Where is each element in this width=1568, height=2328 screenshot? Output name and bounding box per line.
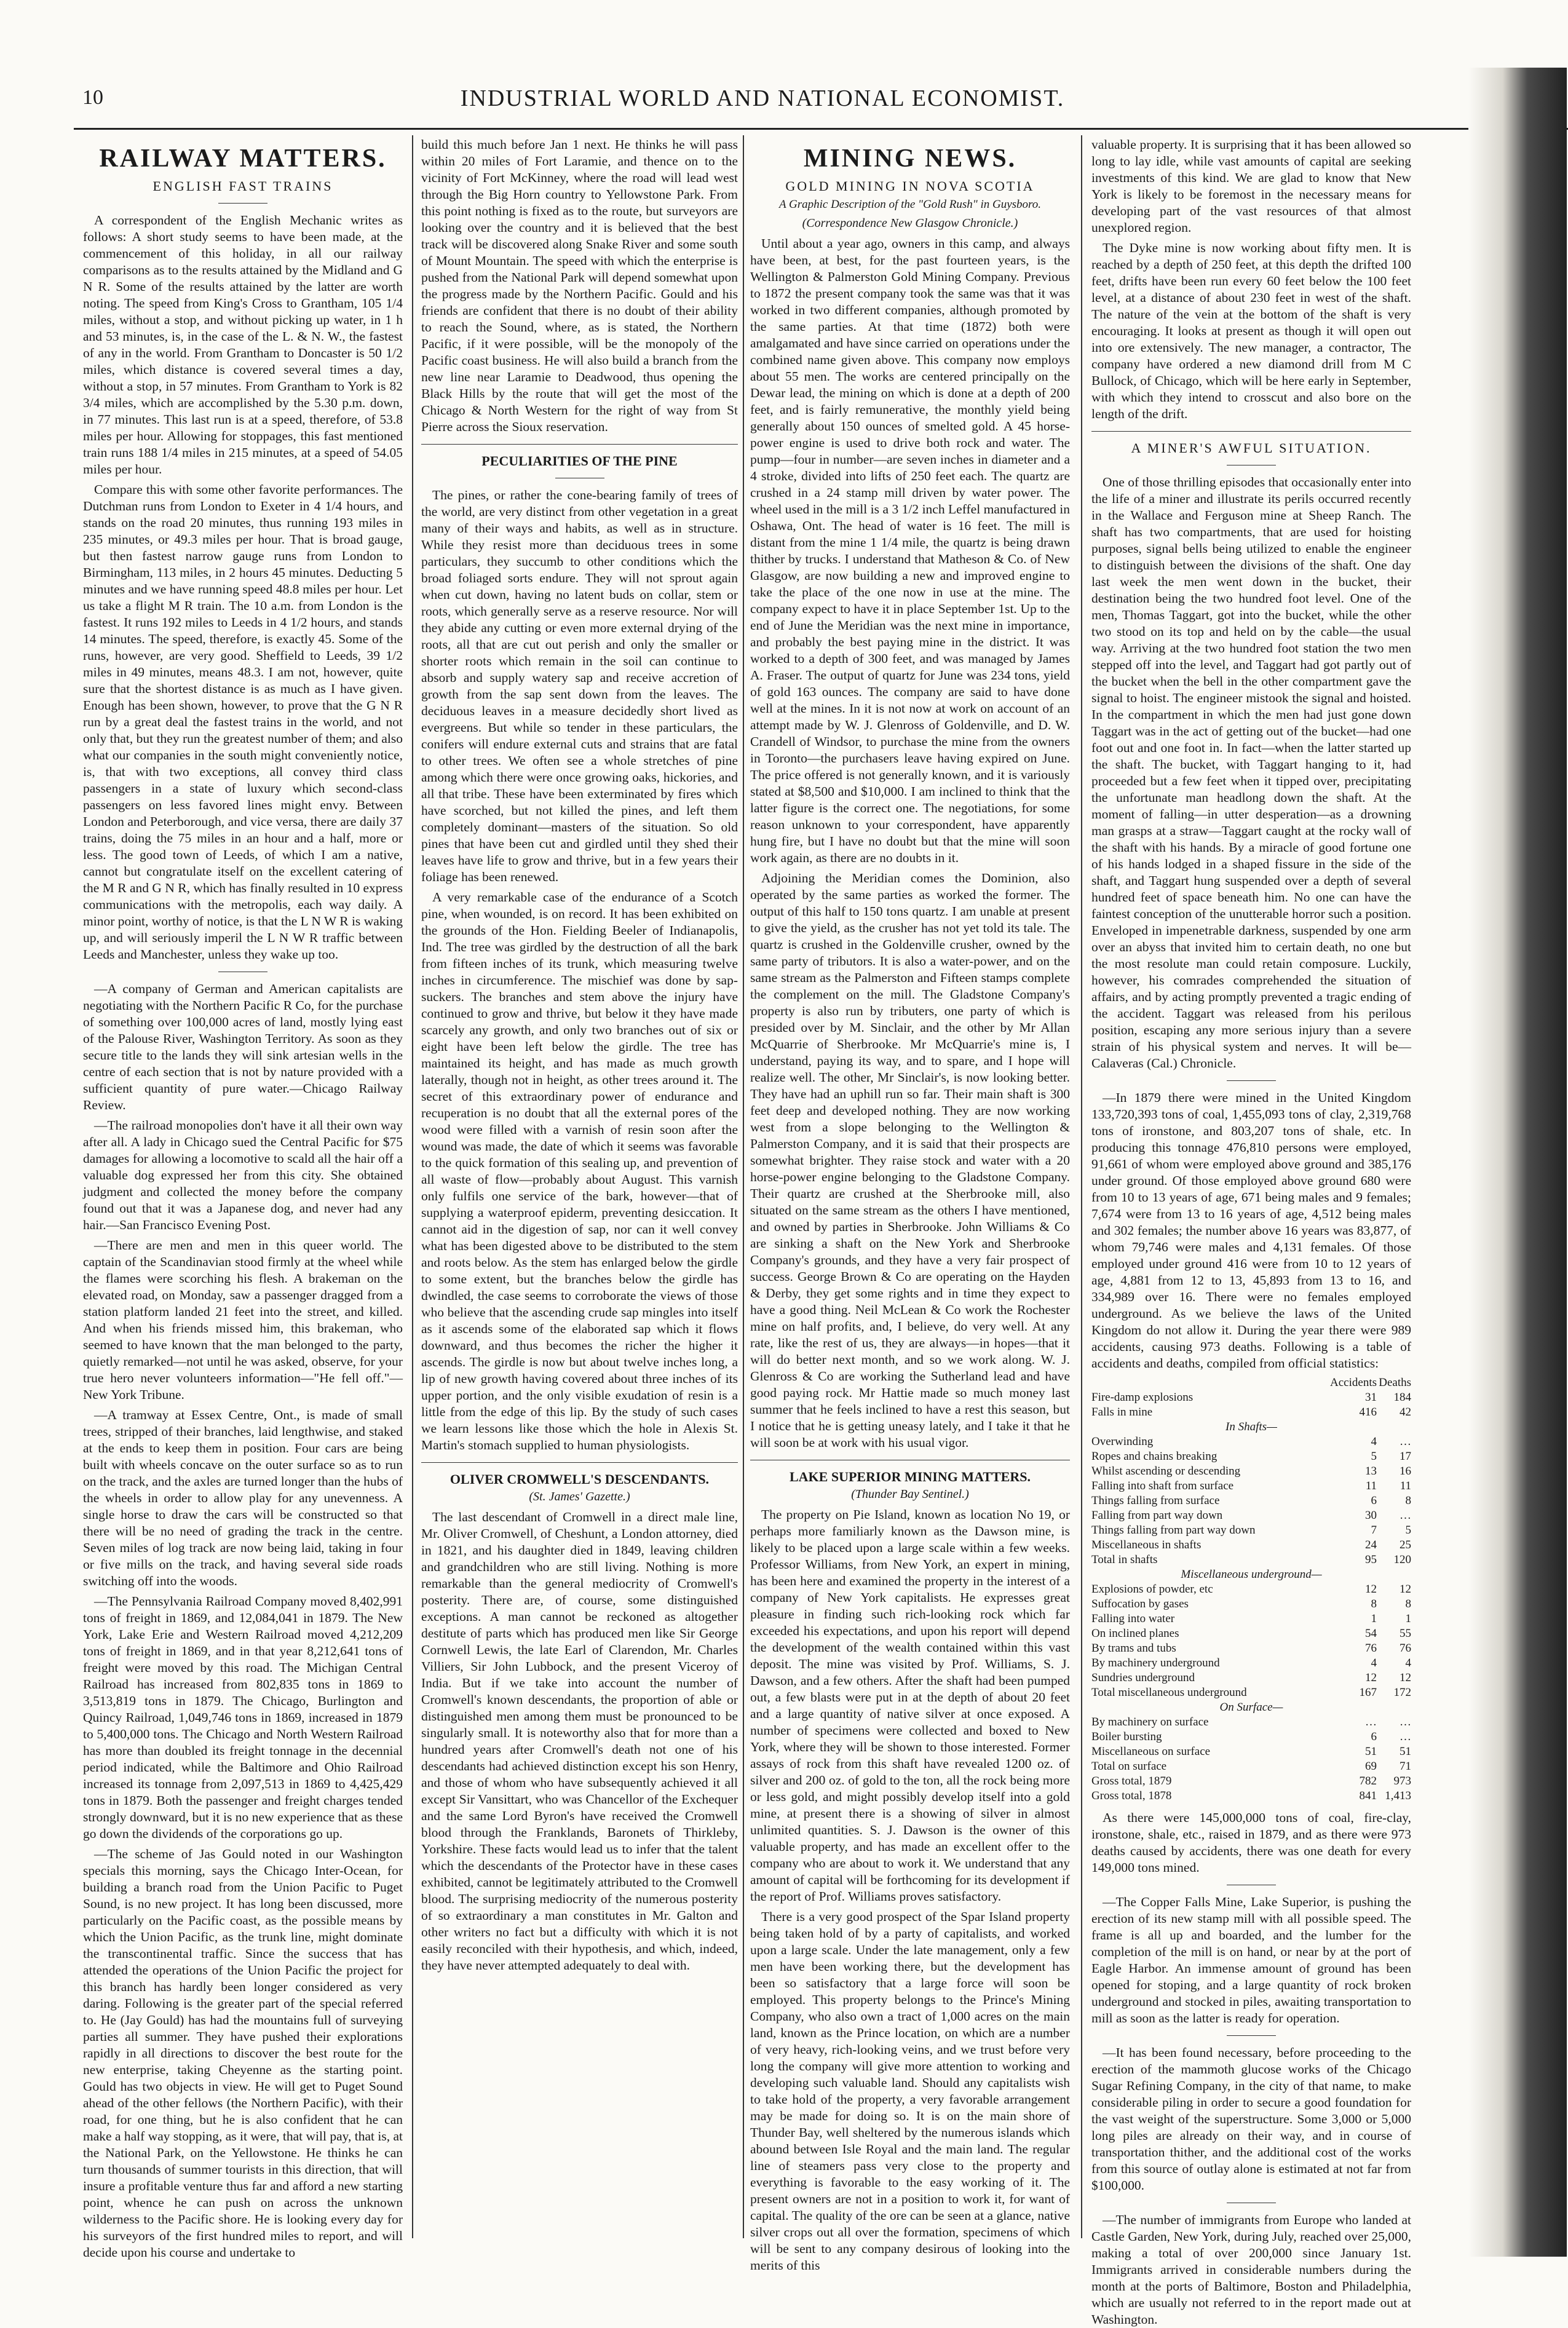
article-source: (Correspondence New Glasgow Chronicle.): [802, 216, 1018, 230]
table-cell-label: Sundries underground: [1091, 1671, 1195, 1684]
table-row: [1091, 1641, 1411, 1656]
article-paragraph: The property on Pie Island, known as location No 19, or perhaps more familiarly known as the Dawson mine, is likely to be placed upon a large scale within a few weeks. Professor Williams, from New York, an expert in mining, has been here and examined the property in the interest of a company of New York capitalists. He expresses great pleasure in finding such rich-looking rock which far exceeded his expectations, and upon his report will depend the development of the wealth contained within this vast deposit. The mine was visited by Prof. Williams, S. J. Dawson, and a few others. After the shaft had been pumped out, a few blasts were put in at the depth of about 20 feet and a large quantity of native silver at once exposed. A number of specimens were collected and boxed to New York, where they will be shown to those interested. Former assays of rock from this shaft have revealed 1200 oz. of silver and 200 oz. of gold to the ton, all the rock being more or less gold, and might possibly develop itself into a gold mine, at present there is a showing of silver in almost unlimited quantities. S. J. Dawson is the owner of this valuable property, and has made an excellent offer to the company who are about to work it. We understand that any amount of capital will be forthcoming for its development if the report of Prof. Williams proves satisfactory.: [750, 1507, 1070, 1904]
table-row: [1091, 1789, 1411, 1803]
table-row: [1091, 1582, 1411, 1597]
table-cell-value: 12: [1365, 1671, 1377, 1684]
article-title: GOLD MINING IN NOVA SCOTIA: [785, 178, 1035, 194]
table-row: [1091, 1508, 1411, 1523]
news-item: —The scheme of Jas Gould noted in our Washington specials this morning, says the Chicago Inter-Ocean, for building a branch road from the Union Pacific to Puget Sound, is no new project. It has long been discussed, more particularly on the Pacific coast, as the possible means by which the Union Pacific, as the trunk line, might dominate the transcontinental traffic. Since the success that has attended the operations of the Union Pacific the project for this branch has hardly been longer considered as very daring. Following is the greater part of the special referred to. He (Jay Gould) has had the mountains full of surveying parties all summer. They have pushed their explorations rapidly in all directions to discover the best route for the new enterprise, taking Cheyenne as the starting point. Gould has two objects in view. He will get to Puget Sound ahead of the other fellows (the Northern Pacific), with their road, for one thing, but he is also confident that he can make a half way stopping, as it were, that will pay, that is, at the National Park, on the Yellowstone. He thinks he can turn thousands of summer tourists in this direction, that will insure a profitable venture thus far and afford a new starting point, whence he can push on across the unknown wilderness to the Pacific shore. He is looking every day for his surveyors of the first hundred miles to report, and will decide upon his course and undertake to: [83, 1847, 403, 2260]
article-paragraph: As there were 145,000,000 tons of coal, fire-clay, ironstone, shale, etc., raised in 1879, and as there were 973 deaths caused by accidents, there was one death for every 149,000 tons mined.: [1091, 1810, 1411, 1875]
table-cell-value: 7: [1371, 1524, 1377, 1537]
article-paragraph: —In 1879 there were mined in the United Kingdom 133,720,393 tons of coal, 1,455,093 tons of clay, 2,319,768 tons of ironstone, and 803,207 tons of shale, etc. In producing this tonnage 476,810 persons were employed, 91,661 of whom were employed above ground and 385,176 under ground. Of those employed above ground 680 were from 10 to 13 years of age, 671 being males and 9 females; 7,674 were from 13 to 16 years of age, 4,512 being males and 302 females; the number above 16 years was 83,877, of whom 79,746 were males and 4,131 females. Of those employed under ground 416 were from 10 to 12 years of age, 4,881 from 12 to 13, 45,893 from 13 to 16, and 334,989 over 16. There were no females employed underground. As we believe the laws of the United Kingdom do not allow it. During the year there were 989 accidents, causing 973 deaths. Following is a table of accidents and deaths, compiled from official statistics:: [1091, 1090, 1411, 1371]
table-cell-value: 12: [1400, 1671, 1411, 1684]
table-cell-value: 4: [1405, 1657, 1411, 1669]
column-rule: [743, 135, 744, 2238]
table-cell-value: …: [1400, 1730, 1411, 1743]
divider: [1091, 431, 1411, 432]
table-cell-value: 6: [1371, 1730, 1377, 1743]
table-subhead: Miscellaneous underground—: [1181, 1568, 1322, 1581]
table-row: [1091, 1553, 1411, 1567]
table-row: [1091, 1597, 1411, 1612]
article-paragraph: Compare this with some other favorite performances. The Dutchman runs from London to Exeter in 4 1/4 hours, and stands on the road 20 minutes, thus running 193 miles in 235 minutes, or 49.3 miles per hour. That is broad gauge, but then fastest narrow gauge runs from London to Birmingham, 113 miles, in 2 hours 45 minutes. Deducting 5 minutes and we have running speed 48.8 miles per hour. Let us take a flight M R train. The 10 a.m. from London is the fastest. It runs 192 miles to Leeds in 4 1/2 hours, and stands 14 minutes. The speed, therefore, is exactly 45. Some of the runs, however, are very good. Sheffield to Leeds, 39 1/2 miles in 49 minutes, means 48.3. I am not, however, quite sure that the shortest distance is as much as I have given. Enough has been shown, however, to prove that the G N R run by a great deal the fastest trains in the world, and not only that, but they run the greatest number of them; and also what our companies in the south might conveniently notice, is, that with two exceptions, all convey third class passengers in a state of luxury which second-class passengers on less favored lines might envy. Between London and Peterborough, and vice versa, there are daily 37 trains, doing the 75 miles in an hour and a half, more or less. The good town of Leeds, of which I am a native, cannot but congratulate itself on the excellent catering of the M R and G N R, which has finally resulted in 10 express communications with the metropolis, each way daily. A minor point, worthy of notice, is that the L N W R is waking up, and will seriously imperil the L N W R traffic between Leeds and Manchester, unless they wake up too.: [83, 482, 403, 962]
column-rule: [1081, 135, 1082, 2238]
table-row: [1091, 1744, 1411, 1759]
table-header: Accidents: [1330, 1376, 1377, 1389]
railway-section-title: RAILWAY MATTERS.: [99, 145, 387, 173]
table-cell-value: 782: [1359, 1775, 1377, 1788]
table-row: [1091, 1464, 1411, 1479]
table-cell-label: Fire-damp explosions: [1091, 1391, 1194, 1404]
table-cell-label: By trams and tubs: [1091, 1642, 1176, 1655]
news-item: —A company of German and American capitalists are negotiating with the Northern Pacific R Co, for the purchase of something over 100,000 acres of land, mostly lying east of the Palouse River, Washington Territory. As soon as they secure title to the lands they will sink artesian wells in the centre of each section that is not by nature provided with a sufficient quantity of pure water.—Chicago Railway Review.: [83, 981, 403, 1112]
table-cell-value: 42: [1400, 1406, 1411, 1419]
column-1: [83, 137, 403, 2260]
table-cell-value: 54: [1365, 1627, 1377, 1640]
table-cell-label: Falling from part way down: [1091, 1509, 1223, 1522]
table-cell-value: 1: [1405, 1612, 1411, 1625]
table-cell-value: 841: [1359, 1789, 1377, 1802]
table-cell-label: Falling into shaft from surface: [1091, 1479, 1234, 1492]
column-4: [1091, 137, 1411, 2327]
table-subhead: On Surface—: [1219, 1701, 1283, 1714]
table-cell-value: 25: [1400, 1538, 1411, 1551]
article-source: (St. James' Gazette.): [529, 1490, 630, 1503]
table-cell-value: 8: [1371, 1598, 1377, 1610]
article-title: ENGLISH FAST TRAINS: [152, 178, 333, 194]
table-cell-label: By machinery on surface: [1091, 1716, 1209, 1728]
table-cell-value: 30: [1365, 1509, 1377, 1522]
table-cell-value: 31: [1365, 1391, 1377, 1404]
table-cell-value: 51: [1400, 1745, 1411, 1758]
article-paragraph: Adjoining the Meridian comes the Dominion, also operated by the same parties as worked the former. The output of this half to 150 tons quartz. I am unable at present to give the yield, as the crusher has not yet told its tale. The quartz is crushed in the Goldenville crusher, owned by the same party of tributors. It is also a water-power, and on the same stream as the Palmerston and Fifteen stamps complete the complement on the mill. The Gladstone Company's property is also run by tributers, one party of which is presided over by M. Sinclair, and the other by Mr Allan McQuarrie of Sherbrooke. Mr McQuarrie's mine is, I understand, paying its way, and to spare, and I hope will realize well. The other, Mr Sinclair's, is now looking better. They have had an uphill run so far. Their main shaft is 300 feet deep and developed nothing. They are now working west from a slope belonging to the Wellington & Palmerston Company, and it is said that their prospects are somewhat brighter. They raise stock and water with a 20 horse-power engine belonging to the Gladstone Company. Their quartz are crushed at the Sherbrooke mill, also situated on the same stream as the others I have mentioned, and owned by parties in Sherbrooke. John Williams & Co are sinking a shaft on the New York and Sherbrooke Company's grounds, and they have a very fair prospect of success. George Brown & Co are operating on the Hayden & Derby, they get some rights and in time they expect to have a good thing. Neil McLean & Co work the Rochester mine on half profits, and, I believe, do very well. At any rate, like the rest of us, they are always—in hopes—that it will do better next month, and so we work along. W. J. Glenross & Co are working the Sutherland lead and have good paying rock. Mr Hattie made so much money last summer that he feels inclined to have a rest this season, but I notice that he is getting uneasy lately, and I take it that he will soon be at work with his usual vigor.: [750, 871, 1070, 1450]
table-cell-label: Explosions of powder, etc: [1091, 1583, 1213, 1596]
table-cell-value: 13: [1365, 1465, 1377, 1478]
table-cell-value: 167: [1359, 1686, 1377, 1699]
table-cell-value: …: [1365, 1716, 1377, 1728]
continued-text: build this much before Jan 1 next. He thinks he will pass within 20 miles of Fort Laramie, and thence on to the vicinity of Fort McKinney, where the road will lead west through the Big Horn country to Yellowstone Park. From this point nothing is fixed as to the route, but surveyors are looking over the country and it is believed that the best track will be discovered along Snake River and some south of Mount Mountain. The speed with which the enterprise is pushed from the National Park will depend somewhat upon the progress made by the Northern Pacific. Gould and his friends are confident that there is no doubt of their ability to reach the Sound, where, as is stated, the Northern Pacific, if it were possible, will be the monopoly of the Pacific coast business. He will also build a branch from the new line near Laramie to Deadwood, thus opening the Black Hills by the route that will get the most of the Chicago & North Western for the right of way from St Pierre across the Sioux reservation.: [421, 137, 738, 434]
table-cell-value: 69: [1365, 1760, 1377, 1773]
table-row: [1091, 1759, 1411, 1774]
table-cell-label: Miscellaneous on surface: [1091, 1745, 1211, 1758]
article-paragraph: The last descendant of Cromwell in a direct male line, Mr. Oliver Cromwell, of Cheshunt, a London attorney, died in 1821, and his daughter died in 1849, leaving children and grandchildren who are still living. Nothing is more remarkable than the general mediocrity of Cromwell's posterity. There are, of course, some distinguished exceptions. A man cannot be reckoned as altogether destitute of parts which has produced men like Sir George Cornwell Lewis, the late Earl of Clarendon, Mr. Charles Villiers, Sir John Lubbock, and the present Viceroy of India. But if we take into account the number of Cromwell's known descendants, the proportion of able or distinguished men among them must be pronounced to be singularly small. It is noteworthy also that for more than a hundred years after Cromwell's death not one of his descendants had achieved distinction except his son Henry, and those of whom who have subsequently achieved it all except Sir Vansittart, who was Chancellor of the Exchequer and the same Lord Byron's have received the Cromwell blood through the Franklands, Baronets of Thirkleby, Yorkshire. These facts would lead us to infer that the talent which the descendants of the Protector have in these cases exhibited, cannot be legitimately attributed to the Cromwell blood. The surprising mediocrity of the numerous posterity of so extraordinary a man constitutes in Mr. Galton and other writers no fact but a difficulty with which it is not easily reconciled with their hypothesis, and which, indeed, they have never attempted adequately to deal with.: [421, 1510, 738, 1973]
article-title: A MINER'S AWFUL SITUATION.: [1131, 440, 1372, 456]
table-cell-label: Total on surface: [1091, 1760, 1167, 1773]
article-paragraph: There is a very good prospect of the Spar Island property being taken hold of by a party of capitalists, and worked upon a large scale. Under the late management, only a few men have been working there, but the development has been so satisfactory that a large force will soon be employed. This property belongs to the Prince's Mining Company, who also own a tract of 1,000 acres on the main land, known as the Prince location, on which are a number of very heavy, rich-looking veins, and we trust before very long the company will give more attention to working and developing such valuable land. Should any capitalists wish to take hold of the property, a very favorable arrangement may be made for doing so. It is on the main shore of Thunder Bay, well sheltered by the numerous islands which abound between Isle Royal and the main land. The regular line of steamers pass very close to the property and everything is favorable to the easy working of it. The present owners are not in a position to work it, for want of capital. The quality of the ore can be seen at a glance, native silver crops out all over the formation, specimens of which will be sent to any company desirous of looking into the merits of this: [750, 1909, 1070, 2273]
table-cell-value: 4: [1371, 1657, 1377, 1669]
article-title: OLIVER CROMWELL'S DESCENDANTS.: [449, 1471, 710, 1487]
table-cell-value: 12: [1365, 1583, 1377, 1596]
table-cell-value: 8: [1405, 1598, 1411, 1610]
table-cell-value: 172: [1393, 1686, 1411, 1699]
table-row: [1091, 1612, 1411, 1626]
table-cell-label: Falling into water: [1091, 1612, 1175, 1625]
article-source: (Thunder Bay Sentinel.): [851, 1487, 969, 1501]
table-cell-value: 55: [1400, 1627, 1411, 1640]
table-cell-value: 95: [1365, 1553, 1377, 1566]
table-cell-label: Overwinding: [1091, 1435, 1154, 1448]
table-cell-label: By machinery underground: [1091, 1657, 1220, 1669]
table-cell-label: Ropes and chains breaking: [1091, 1450, 1218, 1463]
table-cell-value: 51: [1365, 1745, 1377, 1758]
table-row: [1091, 1671, 1411, 1685]
table-cell-label: Gross total, 1878: [1091, 1789, 1172, 1802]
table-cell-label: Total miscellaneous underground: [1091, 1686, 1247, 1699]
table-cell-value: 12: [1400, 1583, 1411, 1596]
article-title: PECULIARITIES OF THE PINE: [481, 453, 678, 469]
table-header: Deaths: [1379, 1376, 1411, 1389]
table-cell-value: 416: [1359, 1406, 1377, 1419]
divider: [1227, 1080, 1276, 1081]
table-cell-value: 11: [1365, 1479, 1377, 1492]
table-cell-value: …: [1400, 1435, 1411, 1448]
table-row: [1091, 1626, 1411, 1641]
table-cell-label: Falls in mine: [1091, 1406, 1153, 1419]
table-cell-value: 4: [1371, 1435, 1377, 1448]
table-cell-value: 5: [1371, 1450, 1377, 1463]
table-cell-value: 1,413: [1385, 1789, 1411, 1802]
table-row: [1091, 1730, 1411, 1744]
page-number: 10: [82, 86, 103, 109]
article-paragraph: One of those thrilling episodes that occasionally enter into the life of a miner and illustrate its perils occurred recently in the Wallace and Ferguson mine at Sheep Ranch. The shaft has two compartments, that are used for hoisting purposes, signal bells being utilized to enable the engineer to distinguish between the divisions of the shaft. One day last week the men went down in the bucket, their destination being the two hundred foot level. One of the men, Thomas Taggart, got into the bucket, while the other two stood on its top and held on by the cable—the usual way. Arriving at the two hundred foot station the two men stepped off into the level, and Taggart had got partly out of the bucket when the bell in the other compartment gave the signal to hoist. The engineer mistook the signal and hoisted. In the compartment in which the men had just gone down Taggart was in the act of getting out of the bucket—had one foot out and one foot in. In fact—when the latter started up the shaft. The bucket, with Taggart hanging to it, had proceeded but a few feet when it tipped over, precipitating the unfortunate man headlong down the shaft. At the moment of falling—in utter desperation—as a drowning man grasps at a straw—Taggart caught at the rocky wall of the shaft with his hands. By a miracle of good fortune one of his hands lodged in a shaped fissure in the side of the shaft, and Taggart hung suspended over a depth of several hundred feet of space beneath him. No one can have the faintest conception of the unutterable horror such a position. Enveloped in impenetrable darkness, suspended by one arm over an abyss that invited him to certain death, no one but the most resolute man could retain composure. Luckily, however, his comrades comprehended the situation of affairs, and by acting promptly prevented a tragic ending of the accident. Taggart was released from his perilous position, escaping any more serious injury than a severe strain of his physical system and nerves. It will be—Calaveras (Cal.) Chronicle.: [1091, 475, 1411, 1071]
table-cell-value: 1: [1371, 1612, 1377, 1625]
column-3: [750, 137, 1070, 2273]
article-paragraph: A correspondent of the English Mechanic writes as follows: A short study seems to have been made, at the commencement of this holiday, in all our railway comparisons as to the results attained by the Midland and G N R. Some of the results attained by the latter are worth noting. The speed from King's Cross to Grantham, 105 1/4 miles, without a stop, and without picking up water, in 1 h and 53 minutes, is, in the case of the L. & N. W., the fastest of any in the world. From Grantham to Doncaster is 50 1/2 miles, which distance is covered several times a day, without a stop, in 57 minutes. From Grantham to York is 82 3/4 miles, which are accomplished by the 5.30 p.m. down, in 77 minutes. This last run is at a speed, therefore, of 53.8 miles per hour. Allowing for stoppages, this fast mentioned train runs 188 1/4 miles in 215 minutes, at a speed of 54.05 miles per hour.: [83, 213, 403, 477]
table-header-row: [1091, 1376, 1411, 1390]
news-item: —It has been found necessary, before proceeding to the erection of the mammoth glucose works of the Chicago Sugar Refining Company, in the city of that name, to make considerable piling in order to secure a good foundation for the vast weight of the superstructure. Some 3,000 or 5,000 long piles are already on their way, and in course of transportation thither, and the additional cost of the works from this source of outlay alone is estimated at not far from $100,000.: [1091, 2045, 1411, 2193]
article-paragraph: The pines, or rather the cone-bearing family of trees of the world, are very distinct from other vegetation in a great many of their ways and habits, as well as in structure. While they resist more than deciduous trees in some particulars, they succumb to other conditions which the broad foliaged sorts endure. They will not sprout again when cut down, having no latent buds on collar, stem or roots, which generally serve as a reserve resource. Nor will they abide any cutting or even more external drying of the roots, all that are cut out perish and only the smaller or shorter roots which remain in the soil can continue to absorb and supply watery sap and receive accretion of growth from the sap sent down from the leaves. The deciduous leaves in a measure decidedly short lived as evergreens. But while so tender in these particulars, the conifers will endure external cuts and strains that are fatal to other trees. We often see a whole stretches of pine among which there were once growing oaks, hickories, and all that tribe. These have been exterminated by fires which have scorched, but not killed the pines, and left them completely dominant—masters of the situation. So old pines that have been cut and girdled until they shed their leaves have life to grow and thrive, but in a few years their foliage has been renewed.: [421, 488, 738, 884]
divider: [421, 1462, 738, 1463]
news-item: —There are men and men in this queer world. The captain of the Scandinavian stood firmly at the wheel while the flames were scorching his flesh. A brakeman on the elevated road, on Monday, saw a passenger dragged from a station platform landed 21 feet into the street, and killed. And when his friends missed him, this brakeman, who seemed to have known that the man belonged to the party, quietly remarked—not until he was asked, observe, for your true hero never volunteers information—"He fell off."—New York Tribune.: [83, 1238, 403, 1402]
table-subhead: In Shafts—: [1225, 1420, 1277, 1433]
table-cell-value: 8: [1405, 1494, 1411, 1507]
table-cell-label: Things falling from surface: [1091, 1494, 1220, 1507]
table-cell-label: Boiler bursting: [1091, 1730, 1162, 1743]
table-cell-value: 973: [1393, 1775, 1411, 1788]
table-row: [1091, 1656, 1411, 1671]
table-row: [1091, 1715, 1411, 1730]
divider: [421, 444, 738, 445]
accident-table: [1091, 1376, 1411, 1803]
table-cell-value: 17: [1400, 1450, 1411, 1463]
table-cell-value: 16: [1400, 1465, 1411, 1478]
news-item: —The Pennsylvania Railroad Company moved 8,402,991 tons of freight in 1869, and 12,084,041 in 1879. The New York, Lake Erie and Western Railroad moved 4,212,209 tons of freight in 1869, and in that year 8,212,641 tons of freight were moved by this road. The Michigan Central Railroad has increased from 802,835 tons in 1869 to 3,513,819 tons in 1879. The Chicago, Burlington and Quincy Railroad, 1,049,746 tons in 1869, increased in 1879 to 5,400,000 tons. The Chicago and North Western Railroad has more than doubled its freight tonnage in the decennial period indicated, while the Baltimore and Ohio Railroad increased its tonnage from 2,097,513 in 1869 to 4,425,429 tons in 1879. Both the passenger and freight charges tended strongly downward, but it is no new experience that as these go down the dividends of the corporations go up.: [83, 1594, 403, 1841]
table-cell-label: Total in shafts: [1091, 1553, 1158, 1566]
column-2: [421, 137, 738, 2233]
table-cell-label: On inclined planes: [1091, 1627, 1179, 1640]
news-item: —The railroad monopolies don't have it all their own way after all. A lady in Chicago sued the Central Pacific for $75 damages for allowing a locomotive to scald all the hair off a valuable dog expressed her from this city. She obtained judgment and collected the money before the company found out that it was a Japanese dog, and never had any hair.—San Francisco Evening Post.: [83, 1118, 403, 1232]
news-item: The Dyke mine is now working about fifty men. It is reached by a depth of 250 feet, at this depth the drifted 100 feet, drifts have been run every 60 feet below the 100 feet level, at a distance of about 230 feet in west of the shaft. The nature of the vein at the bottom of the shaft is very encouraging. It looks at present as though it will open out into ore extensively. The new manager, a contractor, The company have ordered a new diamond drill from M C Bullock, of Chicago, which will be here early in September, with which they intend to crosscut and also bore on the length of the drift.: [1091, 240, 1411, 421]
table-cell-value: 76: [1365, 1642, 1377, 1655]
table-row: [1091, 1449, 1411, 1464]
table-row: [1091, 1435, 1411, 1449]
table-row: [1091, 1774, 1411, 1789]
table-row: [1091, 1479, 1411, 1494]
table-row: [1091, 1685, 1411, 1700]
divider: [1227, 2035, 1276, 2036]
table-row: [1091, 1494, 1411, 1508]
masthead: [61, 73, 1463, 109]
page-edge-shadow: [1468, 68, 1567, 2257]
masthead-rule: [74, 128, 1568, 130]
article-title: LAKE SUPERIOR MINING MATTERS.: [790, 1469, 1031, 1484]
table-cell-value: …: [1400, 1509, 1411, 1522]
table-cell-value: 11: [1400, 1479, 1411, 1492]
table-cell-value: 6: [1371, 1494, 1377, 1507]
table-cell-value: 5: [1405, 1524, 1411, 1537]
publication-title: INDUSTRIAL WORLD AND NATIONAL ECONOMIST.: [460, 85, 1065, 111]
article-deck: A Graphic Description of the "Gold Rush" in Guysboro.: [778, 198, 1041, 211]
table-cell-label: Miscellaneous in shafts: [1091, 1538, 1202, 1551]
table-cell-label: Gross total, 1879: [1091, 1775, 1172, 1788]
table-row: [1091, 1538, 1411, 1553]
column-rule: [412, 135, 413, 2238]
table-row: [1091, 1390, 1411, 1405]
news-item: —The number of immigrants from Europe who landed at Castle Garden, New York, during July, reached over 25,000, making a total of over 200,000 since January 1st. Immigrants arrived in considerable numbers during the month at the ports of Baltimore, Boston and Philadelphia, which are usually not referred to in the report made out at Washington.: [1091, 2212, 1411, 2327]
table-cell-value: 24: [1365, 1538, 1377, 1551]
table-cell-value: 120: [1393, 1553, 1411, 1566]
divider: [218, 203, 267, 204]
table-cell-label: Things falling from part way down: [1091, 1524, 1256, 1537]
mining-section-title: MINING NEWS.: [803, 145, 1017, 173]
article-paragraph: A very remarkable case of the endurance of a Scotch pine, when wounded, is on record. It has been exhibited on the grounds of the Hon. Fielding Beeler of Indianapolis, Ind. The tree was girdled by the destruction of all the bark from fifteen inches of its trunk, which measuring twelve inches in circumference. The mischief was done by sap-suckers. The branches and stem above the injury have continued to grow and thrive, but below it they have made scarcely any growth, and only two branches out of six or eight have been left below the girdle. The tree has maintained its height, and has made as much growth laterally, though not in height, as other trees around it. The secret of this extraordinary power of endurance and recuperation is no doubt that all the external pores of the wood were filled with a varnish of resin soon after the wound was made, the date of which it seems was favorable to the quick formation of this sealing up, and prevention of all waste of flow—probably about August. This varnish only fulfils one service of the bark, however—that of supplying a waterproof epiderm, preventing desiccation. It cannot aid in the digestion of sap, nor can it well convey what has been digested above to be distributed to the stem and roots below. As the stem has enlarged below the girdle to some extent, but the branches below the girdle has dwindled, the case seems to corroborate the views of those who believe that the ascending crude sap mingles into itself as it ascends some of the elaborated sap which it flows downward, and thus becomes the richer the higher it ascends. The girdle is now but about twelve inches long, a lip of new growth having covered about three inches of its upper portion, and the only visible exudation of resin is a little from the edge of this lip. By the study of such cases we learn lessons like those which the hole in Alexis St. Martin's stomach supplied to human physiologists.: [421, 890, 738, 1452]
table-cell-label: Whilst ascending or descending: [1091, 1465, 1241, 1478]
table-cell-label: Suffocation by gases: [1091, 1598, 1189, 1610]
article-paragraph: Until about a year ago, owners in this camp, and always have been, at best, for the past fourteen years, is the Wellington & Palmerston Gold Mining Company. Previous to 1872 the present company took the same was that it was worked in two different companies, although promoted by the same parties. At that time (1872) both were amalgamated and have since carried on operations under the combined name given above. This company now employs about 55 men. The works are centered principally on the Dewar lead, the mining on which is done at a depth of 200 feet, and is fairly remunerative, the monthly yield being generally about 150 ounces of smelted gold. A 45 horse-power engine is used to drive both rock and water. The pump—four in number—are seven inches in diameter and a 4 stroke, divided into lifts of 250 feet each. The quartz are crushed in a 24 stamp mill driven by water power. The wheel used in the mill is a 3 1/2 inch Leffel manufactured in Oshawa, Ont. The head of water is 16 feet. The mill is distant from the mine 1 1/4 mile, the quartz is being drawn thither by trucks. I understand that Matheson & Co. of New Glasgow, are now building a new and improved engine to take the place of the one now in use at the mine. The company expect to have it in place September 1st. Up to the end of June the Meridian was the next mine in importance, and probably the best paying mine in the district. It was worked to a depth of 300 feet, and was managed by James A. Fraser. The output of quartz for June was 234 tons, yield of gold 163 ounces. The company are said to have done well at the mines. In it is not now at work on account of an attempt made by W. J. Glenross of Goldenville, and D. W. Crandell of Windsor, to purchase the mine from the owners in Toronto—the purchasers leave having expired on June. The price offered is not generally known, and it is variously stated at $8,500 and $10,000. I am inclined to think that the latter figure is the correct one. The negotiations, for some reason unknown to your correspondent, have apparently hung fire, but I have no doubt but that the mine will soon work again, as there are no doubts in it.: [750, 236, 1070, 865]
table-row: [1091, 1523, 1411, 1538]
news-item: —The Copper Falls Mine, Lake Superior, is pushing the erection of its new stamp mill with all possible speed. The frame is all up and boarded, and the lumber for the completion of the mill is on hand, or near by at the port of Eagle Harbor. An immense amount of ground has been opened for stoping, and a large quantity of rock broken underground and stocked in piles, awaiting transportation to mill as soon as the latter is ready for operation.: [1091, 1894, 1411, 2025]
table-cell-value: 184: [1393, 1391, 1411, 1404]
continued-text: valuable property. It is surprising that it has been allowed so long to lay idle, while vast amounts of capital are seeking investments of this kind. We are glad to know that New York is likely to be foremost in the necessary means for developing part of the vast resources of that almost unexplored region.: [1091, 137, 1411, 235]
table-cell-value: 71: [1400, 1760, 1411, 1773]
table-cell-value: 76: [1400, 1642, 1411, 1655]
table-cell-value: …: [1400, 1716, 1411, 1728]
table-row: [1091, 1405, 1411, 1420]
news-item: —A tramway at Essex Centre, Ont., is made of small trees, stripped of their branches, laid lengthwise, and staked at the ends to keep them in position. Four cars are being built with wheels concave on the outer surface so as to run on the track, and the axles are turned longer than the hubs of the wheels in order to allow play for any unevenness. A single horse to draw the cars will be constructed so that there will be no need of grading the track in the centre. Seven miles of log track are now being laid, taking in four or five mills on the track, and having several side roads switching off into the woods.: [83, 1407, 403, 1588]
